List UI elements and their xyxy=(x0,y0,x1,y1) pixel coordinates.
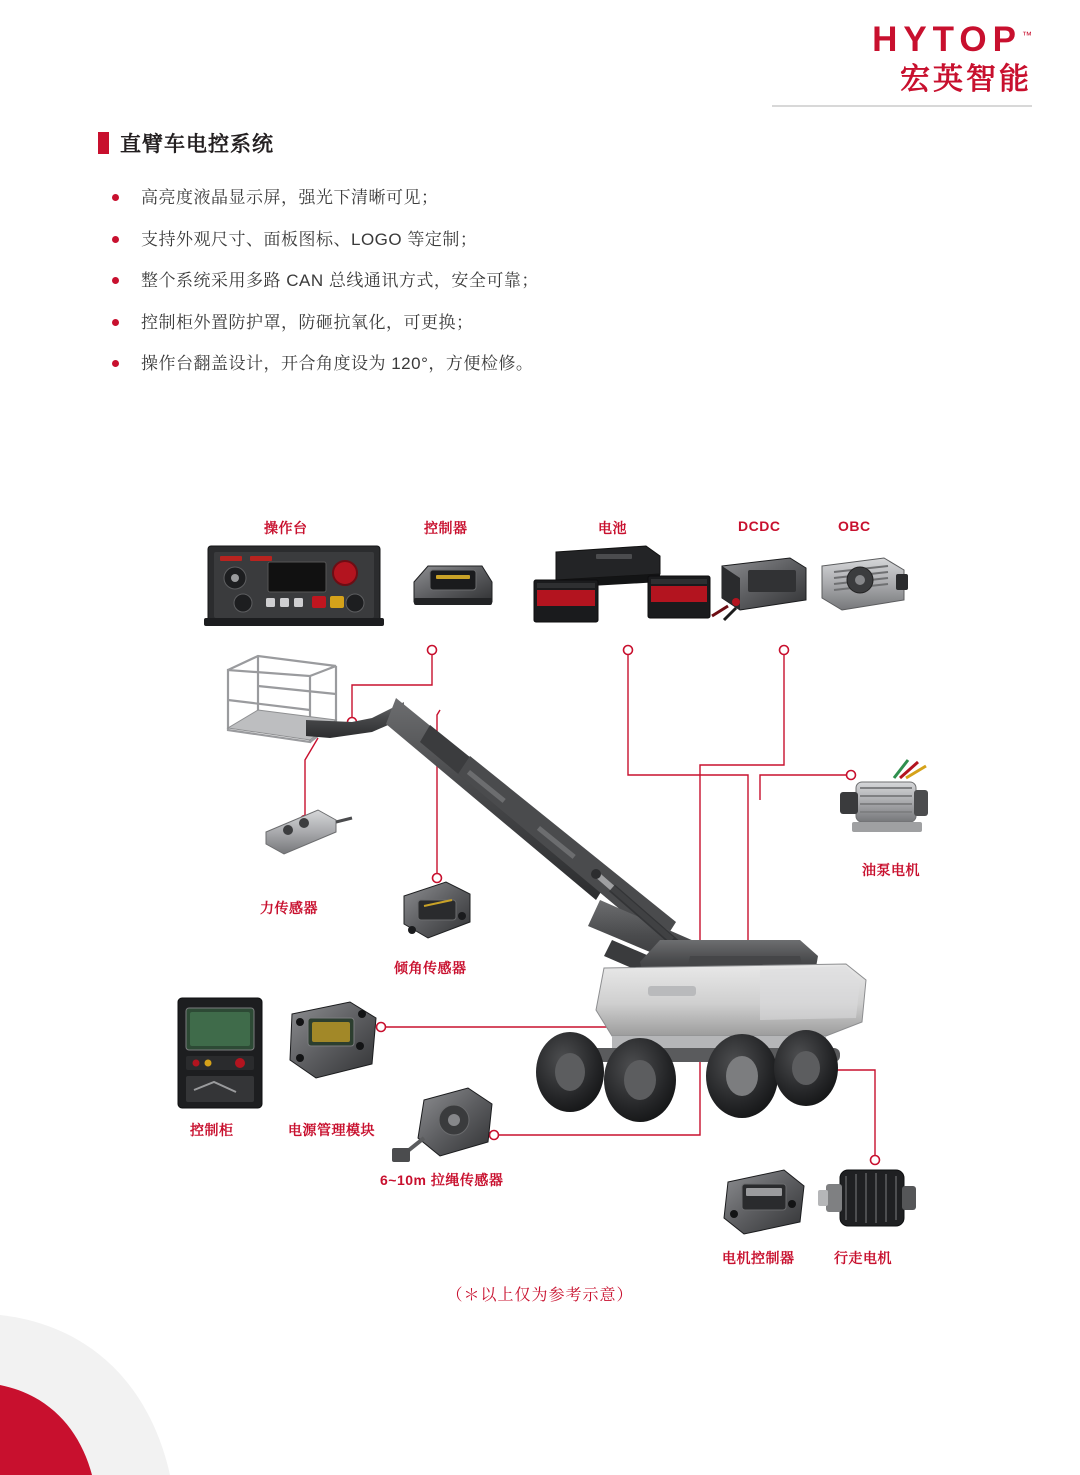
brand-logo-wordmark-text: HYTOP xyxy=(872,20,1022,59)
brand-logo-wordmark xyxy=(872,22,1032,57)
system-diagram xyxy=(0,470,1080,1330)
list-item-label: 整个系统采用多路 CAN 总线通讯方式，安全可靠； xyxy=(141,271,539,290)
bullet-dot-icon xyxy=(112,319,119,326)
label-console: 操作台 xyxy=(264,520,308,536)
brand-logo xyxy=(772,22,1032,107)
component-motor-controller-image xyxy=(724,1170,804,1234)
bullet-dot-icon xyxy=(112,360,119,367)
bullet-dot-icon xyxy=(112,194,119,201)
list-item-label: 操作台翻盖设计，开合角度设为 120°，方便检修。 xyxy=(141,354,534,373)
bullet-dot-icon xyxy=(112,277,119,284)
component-controller-image xyxy=(414,566,492,605)
diagram-footnote: （＊以上仅为参考示意） xyxy=(446,1287,634,1304)
label-controller: 控制器 xyxy=(424,520,468,536)
label-oil-pump-motor: 油泵电机 xyxy=(862,862,920,878)
label-force-sensor: 力传感器 xyxy=(260,900,318,916)
component-force-sensor-image xyxy=(266,810,352,854)
section-marker-icon xyxy=(98,132,109,154)
section-heading xyxy=(98,128,274,158)
label-dcdc: DCDC xyxy=(738,518,781,534)
label-rope-sensor: 6~10m 拉绳传感器 xyxy=(380,1172,504,1188)
label-tilt-sensor: 倾角传感器 xyxy=(394,960,467,976)
list-item-label: 高亮度液晶显示屏，强光下清晰可见； xyxy=(141,188,439,207)
page-title: 直臂车电控系统 xyxy=(120,133,274,156)
component-rope-sensor-image xyxy=(392,1088,492,1162)
component-obc-image xyxy=(822,558,908,610)
list-item xyxy=(112,351,872,377)
list-item xyxy=(112,227,872,253)
component-battery-image xyxy=(534,546,710,622)
component-console-image xyxy=(204,546,384,626)
component-power-module-image xyxy=(290,1002,376,1078)
diagram-graphics xyxy=(0,470,1080,1330)
label-battery: 电池 xyxy=(598,520,627,536)
list-item xyxy=(112,185,872,211)
component-dcdc-image xyxy=(712,558,806,620)
component-tilt-sensor-image xyxy=(404,882,470,938)
feature-list xyxy=(112,185,872,393)
label-travel-motor: 行走电机 xyxy=(834,1250,892,1266)
list-item-label: 支持外观尺寸、面板图标、LOGO 等定制； xyxy=(141,229,478,249)
label-power-module: 电源管理模块 xyxy=(288,1122,375,1138)
component-travel-motor-image xyxy=(818,1170,916,1226)
list-item-label: 控制柜外置防护罩，防砸抗氧化，可更换； xyxy=(141,312,474,332)
label-motor-controller: 电机控制器 xyxy=(722,1250,795,1266)
bullet-dot-icon xyxy=(112,236,119,243)
trademark-symbol: ™ xyxy=(1022,30,1032,42)
component-control-cabinet-image xyxy=(178,998,262,1108)
list-item xyxy=(112,268,872,294)
list-item xyxy=(112,310,872,336)
logo-divider xyxy=(772,105,1032,107)
label-obc: OBC xyxy=(838,518,871,534)
brand-logo-chinese: 宏英智能 xyxy=(900,63,1032,96)
label-control-cabinet: 控制柜 xyxy=(190,1122,234,1138)
